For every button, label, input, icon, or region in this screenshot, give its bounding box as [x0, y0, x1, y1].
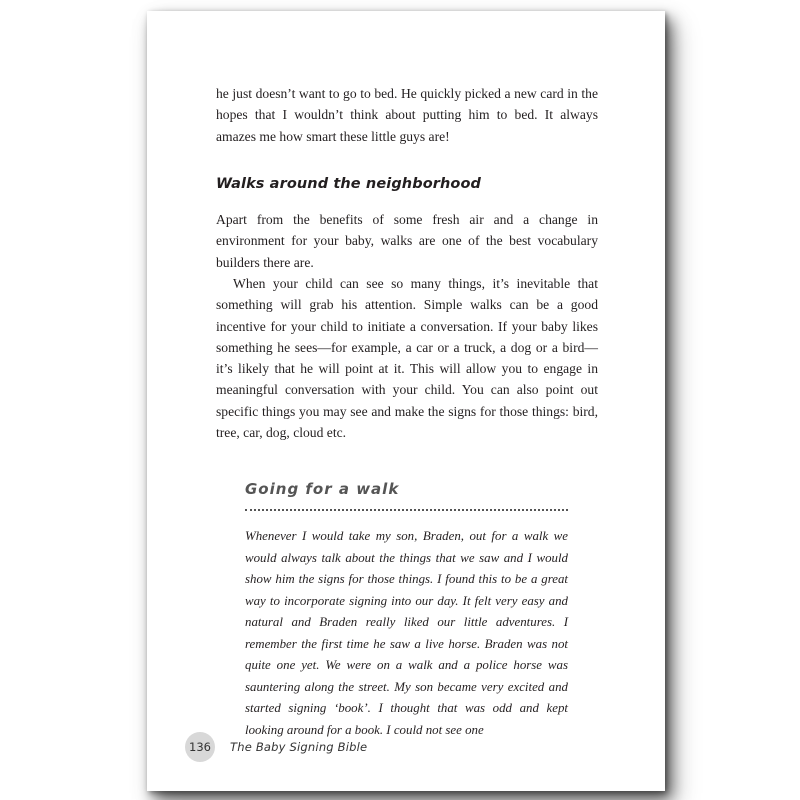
- running-title: The Baby Signing Bible: [230, 740, 368, 754]
- body-paragraph-3: When your child can see so many things, it’s inevitable that something will grab his attention. Simple walks can be a good incentive for your child to initiate a conversation. If your baby likes something he sees—for example, a car or a truck, a dog or a bird—it’s likely that he will point at it. This will allow you to engage in meaningful conversation with your child. You can also point out specific things you may see and make the signs for those things: bird, tree, car, dog, cloud etc.: [216, 276, 598, 441]
- body-paragraph-2: Apart from the benefits of some fresh air and a change in environment for your baby, walks are one of the best vocabulary builders there are.: [216, 212, 598, 270]
- sidebar-text: Whenever I would take my son, Braden, out for a walk we would always talk about the things that we saw and I would show him the signs for those things. I found this to be a great way to incorporate signing into our day. It felt very easy and natural and Braden really liked our little adventures. I remember the first time he saw a live horse. Braden was not quite one yet. We were on a walk and a police horse was sauntering along the street. My son became very excited and started signing ‘book’. I thought that was odd and kept looking around for a book. I could not see one: [245, 529, 568, 737]
- body-paragraph-1: he just doesn’t want to go to bed. He quickly picked a new card in the hopes that I wouldn’t think about putting him to bed. It always amazes me how smart these little guys are!: [216, 86, 598, 144]
- page-footer: [185, 732, 367, 762]
- section-heading: Walks around the neighborhood: [216, 176, 482, 192]
- book-page: [147, 11, 665, 791]
- page-number: 136: [185, 732, 215, 762]
- sidebar-title: Going for a walk: [245, 480, 400, 498]
- sidebar-divider: [245, 509, 568, 511]
